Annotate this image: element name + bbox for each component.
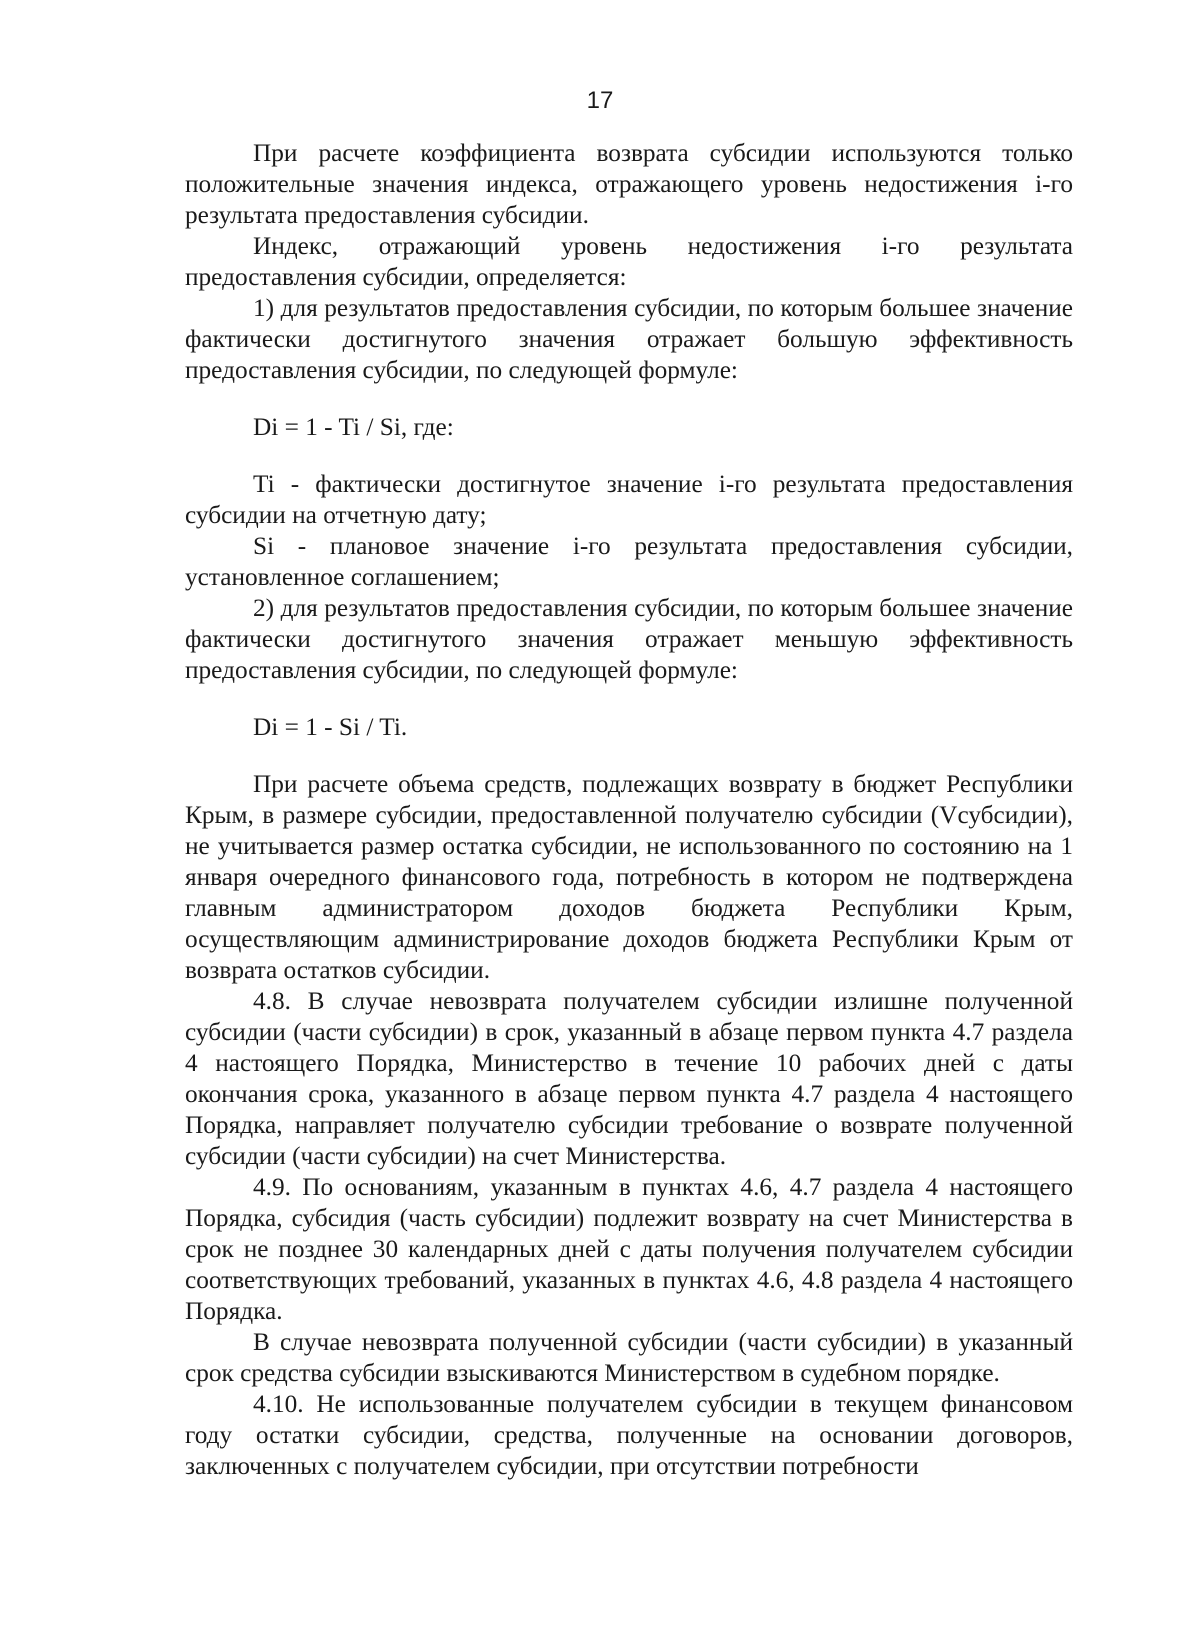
paragraph-4-10: 4.10. Не использованные получателем субсидии в текущем финансовом году остатки субсидии, средства, полученные на основании договоров, заключенных с получателем субсидии, при отсутствии потребности	[185, 1390, 1073, 1480]
paragraph-ti-definition: Ti - фактически достигнутое значение i-го результата предоставления субсидии на отчетную дату;	[185, 470, 1073, 529]
formula-1: Di = 1 - Ti / Si, где:	[253, 413, 454, 441]
paragraph-4-9: 4.9. По основаниям, указанным в пунктах 4.6, 4.7 раздела 4 настоящего Порядка, субсидия (часть субсидии) подлежит возврату на счет Министерства в срок не позднее 30 календарных дней с даты получения получателем субсидии соответствующих требований, указанных в пунктах 4.6, 4.8 раздела 4 настоящего Порядка.	[185, 1173, 1073, 1325]
page-number: 17	[586, 87, 614, 114]
document-body	[185, 138, 1073, 1482]
paragraph-case-1: 1) для результатов предоставления субсидии, по которым большее значение фактически достигнутого значения отражает большую эффективность предоставления субсидии, по следующей формуле:	[185, 294, 1073, 384]
paragraph-4-8: 4.8. В случае невозврата получателем субсидии излишне полученной субсидии (части субсидии) в срок, указанный в абзаце первом пункта 4.7 раздела 4 настоящего Порядка, Министерство в течение 10 рабочих дней с даты окончания срока, указанного в абзаце первом пункта 4.7 раздела 4 настоящего Порядка, направляет получателю субсидии требование о возврате полученной субсидии (части субсидии) на счет Министерства.	[185, 987, 1073, 1170]
formula-2: Di = 1 - Si / Ti.	[253, 713, 408, 741]
paragraph-index-definition: Индекс, отражающий уровень недостижения i-го результата предоставления субсидии, определяется:	[185, 232, 1073, 291]
paragraph-case-2: 2) для результатов предоставления субсидии, по которым большее значение фактически достигнутого значения отражает меньшую эффективность предоставления субсидии, по следующей формуле:	[185, 594, 1073, 684]
paragraph-return-volume: При расчете объема средств, подлежащих возврату в бюджет Республики Крым, в размере субсидии, предоставленной получателю субсидии (Vсубсидии), не учитывается размер остатка субсидии, не использованного по состоянию на 1 января очередного финансового года, потребность в котором не подтверждена главным администратором доходов бюджета Республики Крым, осуществляющим администрирование доходов бюджета Республики Крым от возврата остатков субсидии.	[185, 770, 1073, 984]
paragraph-coefficient-note: При расчете коэффициента возврата субсидии используются только положительные значения индекса, отражающего уровень недостижения i-го результата предоставления субсидии.	[185, 139, 1073, 229]
paragraph-court-recovery: В случае невозврата полученной субсидии (части субсидии) в указанный срок средства субсидии взыскиваются Министерством в судебном порядке.	[185, 1328, 1073, 1387]
paragraph-si-definition: Si - плановое значение i-го результата предоставления субсидии, установленное соглашением;	[185, 532, 1073, 591]
